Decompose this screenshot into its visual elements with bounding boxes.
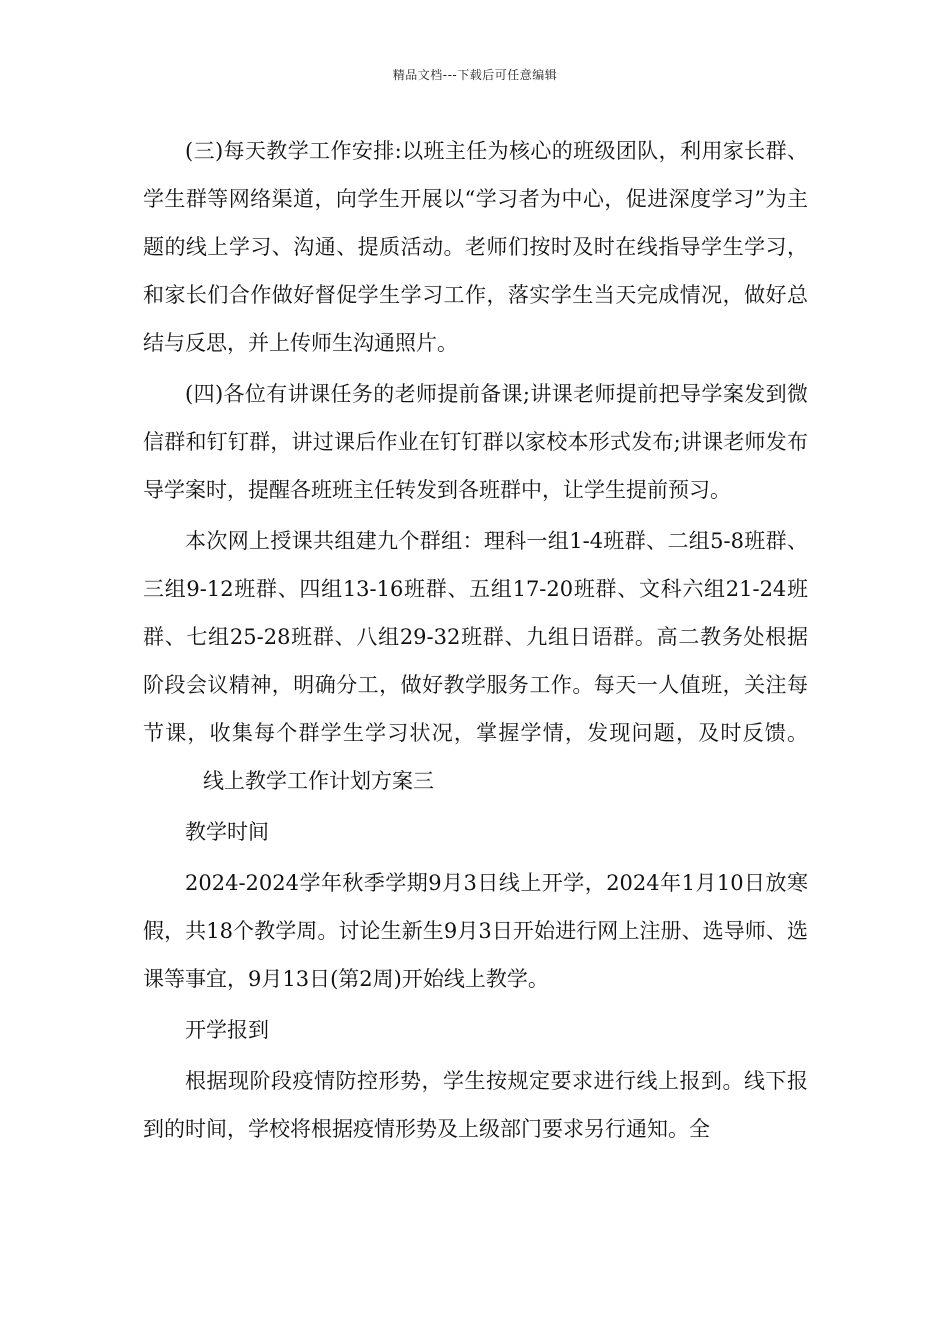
- page-header: 精品文档---下载后可任意编辑: [392, 68, 558, 82]
- paragraph-3: (三)每天教学工作安排:以班主任为核心的班级团队，利用家长群、学生群等网络渠道，向学生开展以“学习者为中心，促进深度学习”为主题的线上学习、沟通、提质活动。老师们按时及时在线指导学生学习，和家长们合作做好督促学生学习工作，落实学生当天完成情况，做好总结与反思，并上传师生沟通照片。: [143, 139, 808, 355]
- document-body: [143, 127, 808, 1156]
- heading-registration: 开学报到: [185, 1018, 269, 1042]
- paragraph-registration: 根据现阶段疫情防控形势，学生按规定要求进行线上报到。线下报到的时间，学校将根据疫情形势及上级部门要求另行通知。全: [143, 1069, 808, 1141]
- paragraph-teaching-time: 2024-2024学年秋季学期9月3日线上开学，2024年1月10日放寒假，共18个教学周。讨论生新生9月3日开始进行网上注册、选导师、选课等事宜，9月13日(第2周)开始线上教学。: [143, 871, 808, 991]
- heading-teaching-time: 教学时间: [185, 820, 269, 844]
- paragraph-4: (四)各位有讲课任务的老师提前备课;讲课老师提前把导学案发到微信群和钉钉群，讲过课后作业在钉钉群以家校本形式发布;讲课老师发布导学案时，提醒各班班主任转发到各班群中，让学生提前预习。: [143, 382, 808, 502]
- paragraph-group-list: [143, 517, 808, 805]
- section-title-plan-three: 线上教学工作计划方案三: [203, 769, 434, 793]
- paragraph-group-list-text: 本次网上授课共组建九个群组：理科一组1-4班群、二组5-8班群、三组9-12班群、四组13-16班群、五组17-20班群、文科六组21-24班群、七组25-28班群、八组29-32班群、九组日语群。高二教务处根据阶段会议精神，明确分工，做好教学服务工作。每天一人值班，关注每节课，收集每个群学生学习状况，掌握学情，发现问题，及时反馈。: [143, 529, 808, 745]
